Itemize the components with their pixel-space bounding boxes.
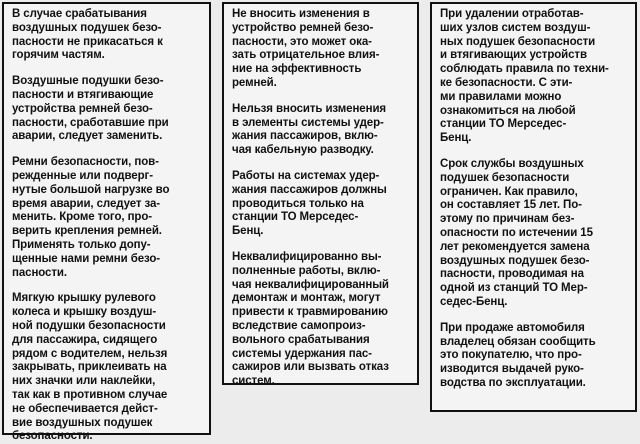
paragraph: Мягкую крышку рулевого колеса и крышку воздуш- ной подушки безопасности для пассажира, сидящего рядом с водителем, нельзя закрывать, приклеивать на них значки или наклейки, так как в противном случае не обеспечивается дейст- вие воздушных подушек безопасности. — [12, 292, 168, 443]
paragraph: Неквалифицированно вы- полненные работы, вклю- чая неквалифицированный демонтаж и монтаж, могут привести к травмированию вследствие самопроиз- вольного срабатывания системы удержания пас- сажиров или вызвать отказ систем. — [232, 250, 389, 388]
paragraph: Ремни безопасности, пов- режденные или подверг- нутые большой нагрузке во время аварии, следует за- менить. Кроме того, про- верить крепления ремней. Применять только допу- щенные нами ремни безо- пасности. — [12, 156, 170, 279]
paragraph: При продаже автомобиля владелец обязан сообщить это покупателю, что про- изводится выдачей руко- водства по эксплуатации. — [440, 321, 596, 389]
paragraph: Нельзя вносить изменения в элементы системы удер- жания пассажиров, вклю- чая кабельную разводку. — [232, 102, 387, 157]
paragraph: В случае срабатывания воздушных подушек безо- пасности не прикасаться к горячим частям. — [12, 8, 163, 62]
column-1-box — [2, 2, 211, 443]
paragraph: При удалении отработав- ших узлов систем воздуш- ных подушек безопасности и втягивающих устройств соблюдать правила по техни- ке безопасности. С эти- ми правилами можно ознакомиться на любой станции ТО Мерседес- Бенц. — [440, 8, 609, 145]
column-3-box — [430, 2, 637, 412]
column-2-box — [222, 2, 419, 388]
paragraph: Срок службы воздушных подушек безопасности ограничен. Как правило, он составляет 15 лет. По- этому по причинам без- опасности по истечении 15 лет рекомендуется замена воздушных подушек безо- пасности, проводимая на одной из станций ТО Мер- седес-Бенц. — [440, 157, 593, 308]
paragraph: Работы на системах удер- жания пассажиров должны проводиться только на станции ТО Мерседес- Бенц. — [232, 169, 387, 238]
paragraph: Не вносить изменения в устройство ремней безо- пасности, это может ока- зать отрицательное влия- ние на эффективность ремней. — [232, 8, 380, 89]
paragraph: Воздушные подушки безо- пасности и втягивающие устройства ремней безо- пасности, сработавшие при аварии, следует заменить. — [12, 75, 169, 143]
